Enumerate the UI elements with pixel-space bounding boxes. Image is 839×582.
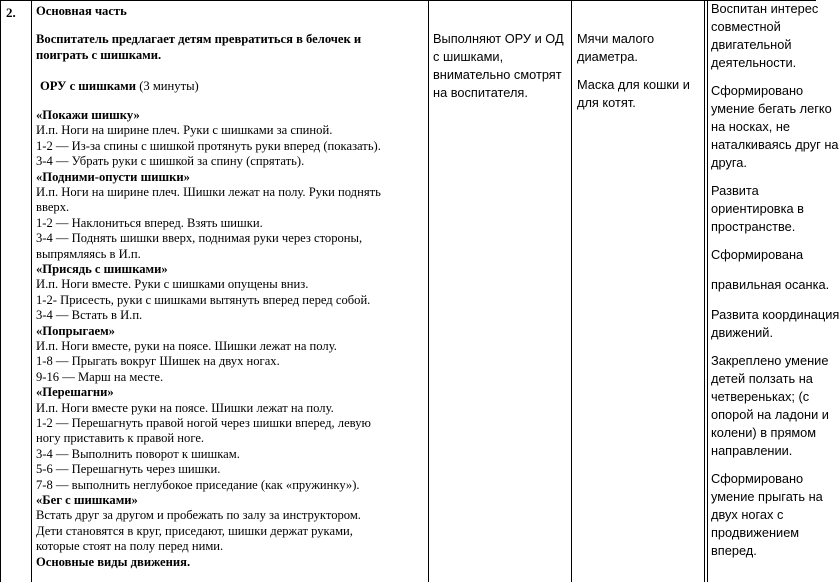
outcome-line: Развита координация [711, 307, 839, 322]
table-divider-2 [428, 0, 429, 582]
outcome-line: движений. [711, 325, 774, 340]
oru-title: ОРУ с шишками [40, 79, 137, 93]
outcome-line: пространстве. [711, 219, 796, 234]
outcome-line: четвереньках; (с [711, 389, 810, 404]
outcome-line: на носках, не [711, 119, 791, 134]
table-divider-4b [707, 0, 708, 582]
row-number: 2. [6, 5, 16, 20]
oru-heading [40, 79, 199, 94]
table-divider-4a [704, 0, 705, 582]
outcome-line: правильная осанка. [711, 277, 830, 292]
exercise-line: 5-6 — Перешагнуть через шишки. [36, 462, 221, 477]
exercise-line: выпрямляясь в И.п. [36, 246, 141, 261]
outcome-line: продвижением [711, 525, 800, 540]
outcome-line: Воспитан интерес [711, 1, 819, 16]
outcome-line: совместной [711, 19, 781, 34]
outcome-line: деятельности. [711, 55, 797, 70]
exercise-line: ногу приставить к правой ноге. [36, 431, 205, 446]
children-activity-text: Выполняют ОРУ и ОД с шишками, внимательно смотрят на воспитателя. [433, 31, 564, 100]
exercise-title: «Бег с шишками» [36, 493, 138, 507]
outcome-line: Закреплено умение [711, 353, 829, 368]
section-title: Основная часть [36, 4, 127, 18]
equipment-cell [577, 30, 701, 122]
outcome-line: направлении. [711, 443, 793, 458]
exercise-line: 9-16 — Марш на месте. [36, 369, 164, 384]
exercise-line: 1-2 — Из-за спины с шишкой протянуть руки вперед (показать). [36, 138, 381, 153]
outcome-line: Сформирована [711, 247, 804, 262]
exercise-line: И.п. Ноги на ширине плеч. Шишки лежат на полу. Руки поднять [36, 185, 381, 199]
exercise-line: 3-4 — Убрать руки с шишкой за спину (спрятать). [36, 154, 305, 169]
exercise-line: Дети становятся в круг, приседают, шишки держат руками, [36, 523, 353, 538]
exercise-title: «Покажи шишку» [36, 108, 140, 122]
exercise-line: Встать друг за другом и пробежать по залу за инструктором. [36, 508, 361, 523]
exercise-line: И.п. Ноги вместе руки на поясе. Шишки лежат на полу. [36, 400, 334, 415]
outcome-line: ориентировка в [711, 201, 804, 216]
outcome-line: Сформировано [711, 471, 804, 486]
exercise-title: «Попрыгаем» [36, 323, 115, 338]
exercise-line: 7-8 — выполнить неглубокое приседание (как «пружинку»). [36, 477, 360, 492]
outcome-line: вперед. [711, 543, 757, 558]
outcome-line: двух ногах с [711, 507, 784, 522]
exercise-line: И.п. Ноги вместе, руки на поясе. Шишки лежат на полу. [36, 339, 337, 353]
intro-line-2: поиграть с шишками. [36, 48, 162, 62]
table-border-left [0, 0, 1, 582]
exercise-line: 3-4 — Выполнить поворот к шишкам. [36, 446, 240, 461]
exercise-line: 1-2 — Наклониться вперед. Взять шишки. [36, 215, 263, 230]
outcome-line: детей ползать на [711, 371, 813, 386]
outcome-line: Сформировано [711, 83, 804, 98]
exercise-line: вверх. [36, 200, 70, 215]
oru-duration: (3 минуты) [139, 79, 199, 93]
exercise-line: И.п. Ноги на ширине плеч. Руки с шишками за спиной. [36, 123, 333, 138]
exercise-title: «Перешагни» [36, 385, 114, 400]
outcome-line: Развита [711, 183, 759, 198]
table-divider-3 [571, 0, 572, 582]
outcome-line: наталкиваясь друг на [711, 137, 839, 152]
exercise-line: 1-2- Присесть, руки с шишками вытянуть вперед перед собой. [36, 292, 371, 307]
exercise-line: 3-4 — Встать в И.п. [36, 308, 143, 323]
equipment-item: Маска для кошки и для котят. [577, 77, 690, 110]
children-activity-cell [433, 30, 567, 102]
exercise-line: 1-2 — Перешагнуть правой ногой через шишки вперед, левую [36, 416, 371, 430]
outcome-line: умение прыгать на [711, 489, 823, 504]
exercise-title: Основные виды движения. [36, 554, 191, 569]
table-divider-1 [31, 0, 32, 582]
exercise-title: «Присядь с шишками» [36, 262, 168, 276]
equipment-item: Мячи малого диаметра. [577, 31, 655, 64]
exercise-line: И.п. Ноги вместе. Руки с шишками опущены вниз. [36, 277, 309, 292]
table-top-border [0, 0, 816, 1]
exercise-line: 3-4 — Поднять шишки вверх, поднимая руки через стороны, [36, 231, 363, 246]
exercise-line: которые стоят на полу перед ними. [36, 539, 224, 554]
outcome-line: колени) в прямом [711, 425, 817, 440]
exercise-line: 1-8 — Прыгать вокруг Шишек на двух ногах. [36, 354, 280, 369]
outcome-line: двигательной [711, 37, 792, 52]
intro-line-1: Воспитатель предлагает детям превратиться в белочек и [36, 32, 362, 46]
outcome-line: опорой на ладони и [711, 407, 829, 422]
outcome-line: друга. [711, 155, 747, 170]
exercise-title: «Подними-опусти шишки» [36, 169, 190, 184]
outcome-line: умение бегать легко [711, 101, 832, 116]
